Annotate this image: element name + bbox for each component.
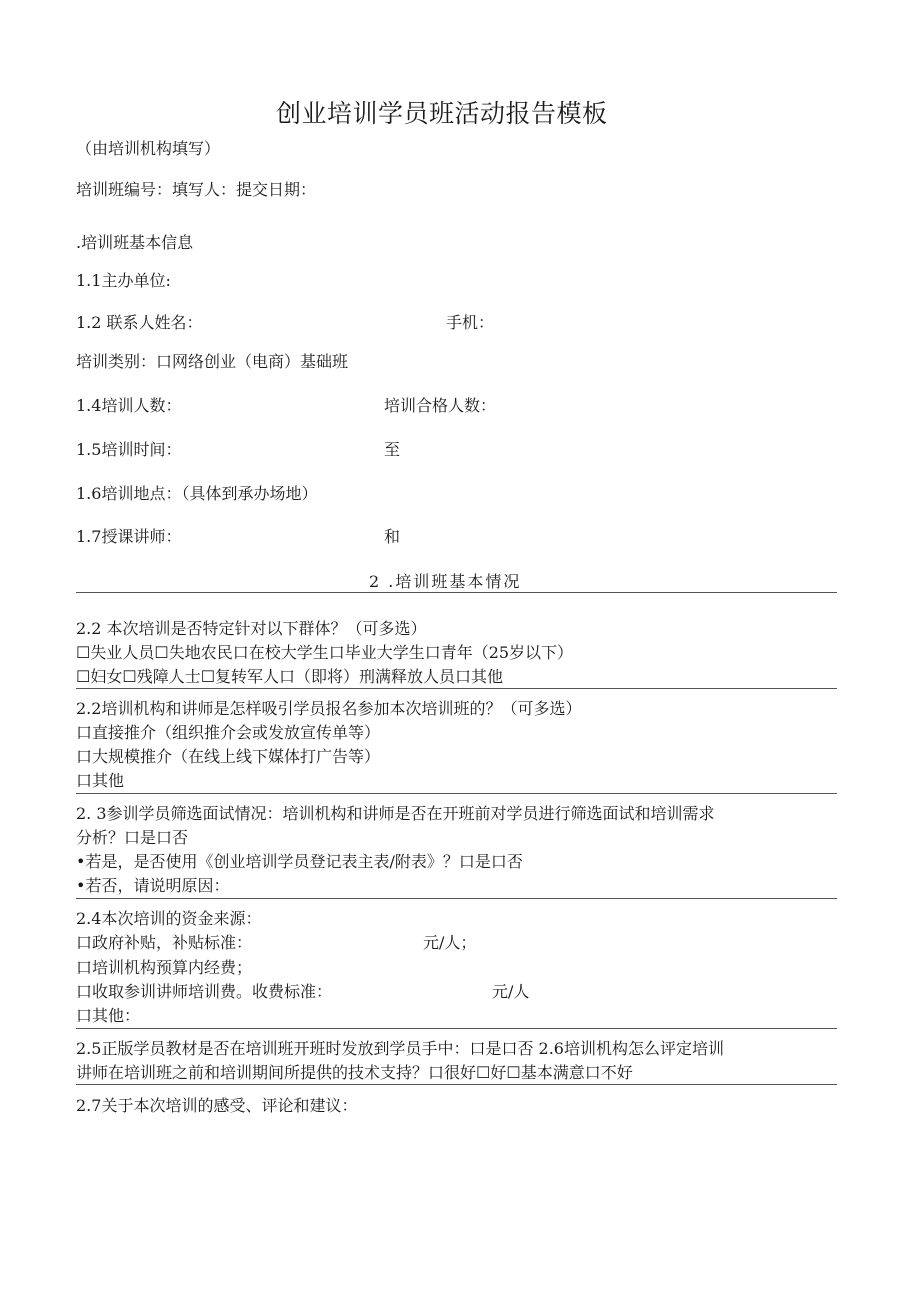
divider	[76, 793, 837, 794]
q4-gov-unit: 元/人；	[423, 933, 477, 952]
q4-title: 2.4本次培训的资金来源：	[76, 909, 262, 928]
q2-line3: 口其他	[76, 771, 125, 790]
q4-other: 口其他：	[76, 1006, 141, 1025]
qualified-label: 培训合格人数：	[384, 396, 497, 415]
divider	[76, 898, 837, 899]
q3-line4: •若否，请说明原因：	[76, 876, 230, 895]
document-subtitle: （由培训机构填写）	[76, 139, 221, 158]
document-title: 创业培训学员班活动报告模板	[276, 99, 608, 128]
q3-line3: •若是，是否使用《创业培训学员登记表主表/附表》？口是口否	[76, 852, 523, 871]
teacher-and: 和	[384, 527, 401, 546]
time-label: 1.5培训时间：	[76, 440, 182, 459]
q4-budget: 口培训机构预算内经费；	[76, 958, 253, 977]
host-label: 1.1主办单位:	[76, 271, 171, 290]
divider	[76, 592, 837, 593]
q3-line1: 2. 3参训学员筛选面试情况：培训机构和讲师是否在开班前对学员进行筛选面试和培训需求	[76, 804, 715, 823]
q2-title: 2.2培训机构和讲师是怎样吸引学员报名参加本次培训班的？（可多选）	[76, 699, 582, 718]
header-line: 培训班编号：填写人：提交日期：	[76, 180, 317, 199]
section2-heading: 2 .培训班基本情况	[369, 572, 522, 591]
divider	[76, 1084, 837, 1085]
divider	[76, 688, 837, 689]
contact-label: 1.2 联系人姓名：	[76, 313, 203, 332]
place-label: 1.6培训地点：（具体到承办场地）	[76, 484, 318, 503]
time-to: 至	[384, 440, 401, 459]
q1-line2: ☐妇女☐残障人士☐复转军人口（即将）刑满释放人员口其他	[76, 667, 504, 686]
phone-label: 手机：	[446, 313, 495, 332]
q7-title: 2.7关于本次培训的感受、评论和建议：	[76, 1096, 358, 1115]
q4-fee: 口收取参训讲师培训费。收费标准：	[76, 982, 333, 1001]
teacher-label: 1.7授课讲师：	[76, 527, 182, 546]
q5-line1: 2.5正版学员教材是否在培训班开班时发放到学员手中：口是口否 2.6培训机构怎么评定培训	[76, 1039, 724, 1058]
q3-line2: 分析？口是口否	[76, 828, 189, 847]
q2-line2: 口大规模推介（在线上线下媒体打广告等）	[76, 747, 381, 766]
q1-title: 2.2 本次培训是否特定针对以下群体？（可多选）	[76, 619, 427, 638]
q4-fee-unit: 元/人	[492, 982, 530, 1001]
q1-line1: ☐失业人员☐失地农民口在校大学生口毕业大学生口青年（25岁以下）	[76, 643, 574, 662]
q5-line2: 讲师在培训班之前和培训期间所提供的技术支持？口很好☐好☐基本满意口不好	[76, 1063, 633, 1082]
count-label: 1.4培训人数：	[76, 396, 182, 415]
section1-heading: .培训班基本信息	[76, 233, 194, 252]
type-line: 培训类别：口网络创业（电商）基础班	[76, 352, 349, 371]
q4-gov: 口政府补贴，补贴标准：	[76, 933, 253, 952]
q2-line1: 口直接推介（组织推介会或发放宣传单等）	[76, 723, 381, 742]
divider	[76, 1028, 837, 1029]
